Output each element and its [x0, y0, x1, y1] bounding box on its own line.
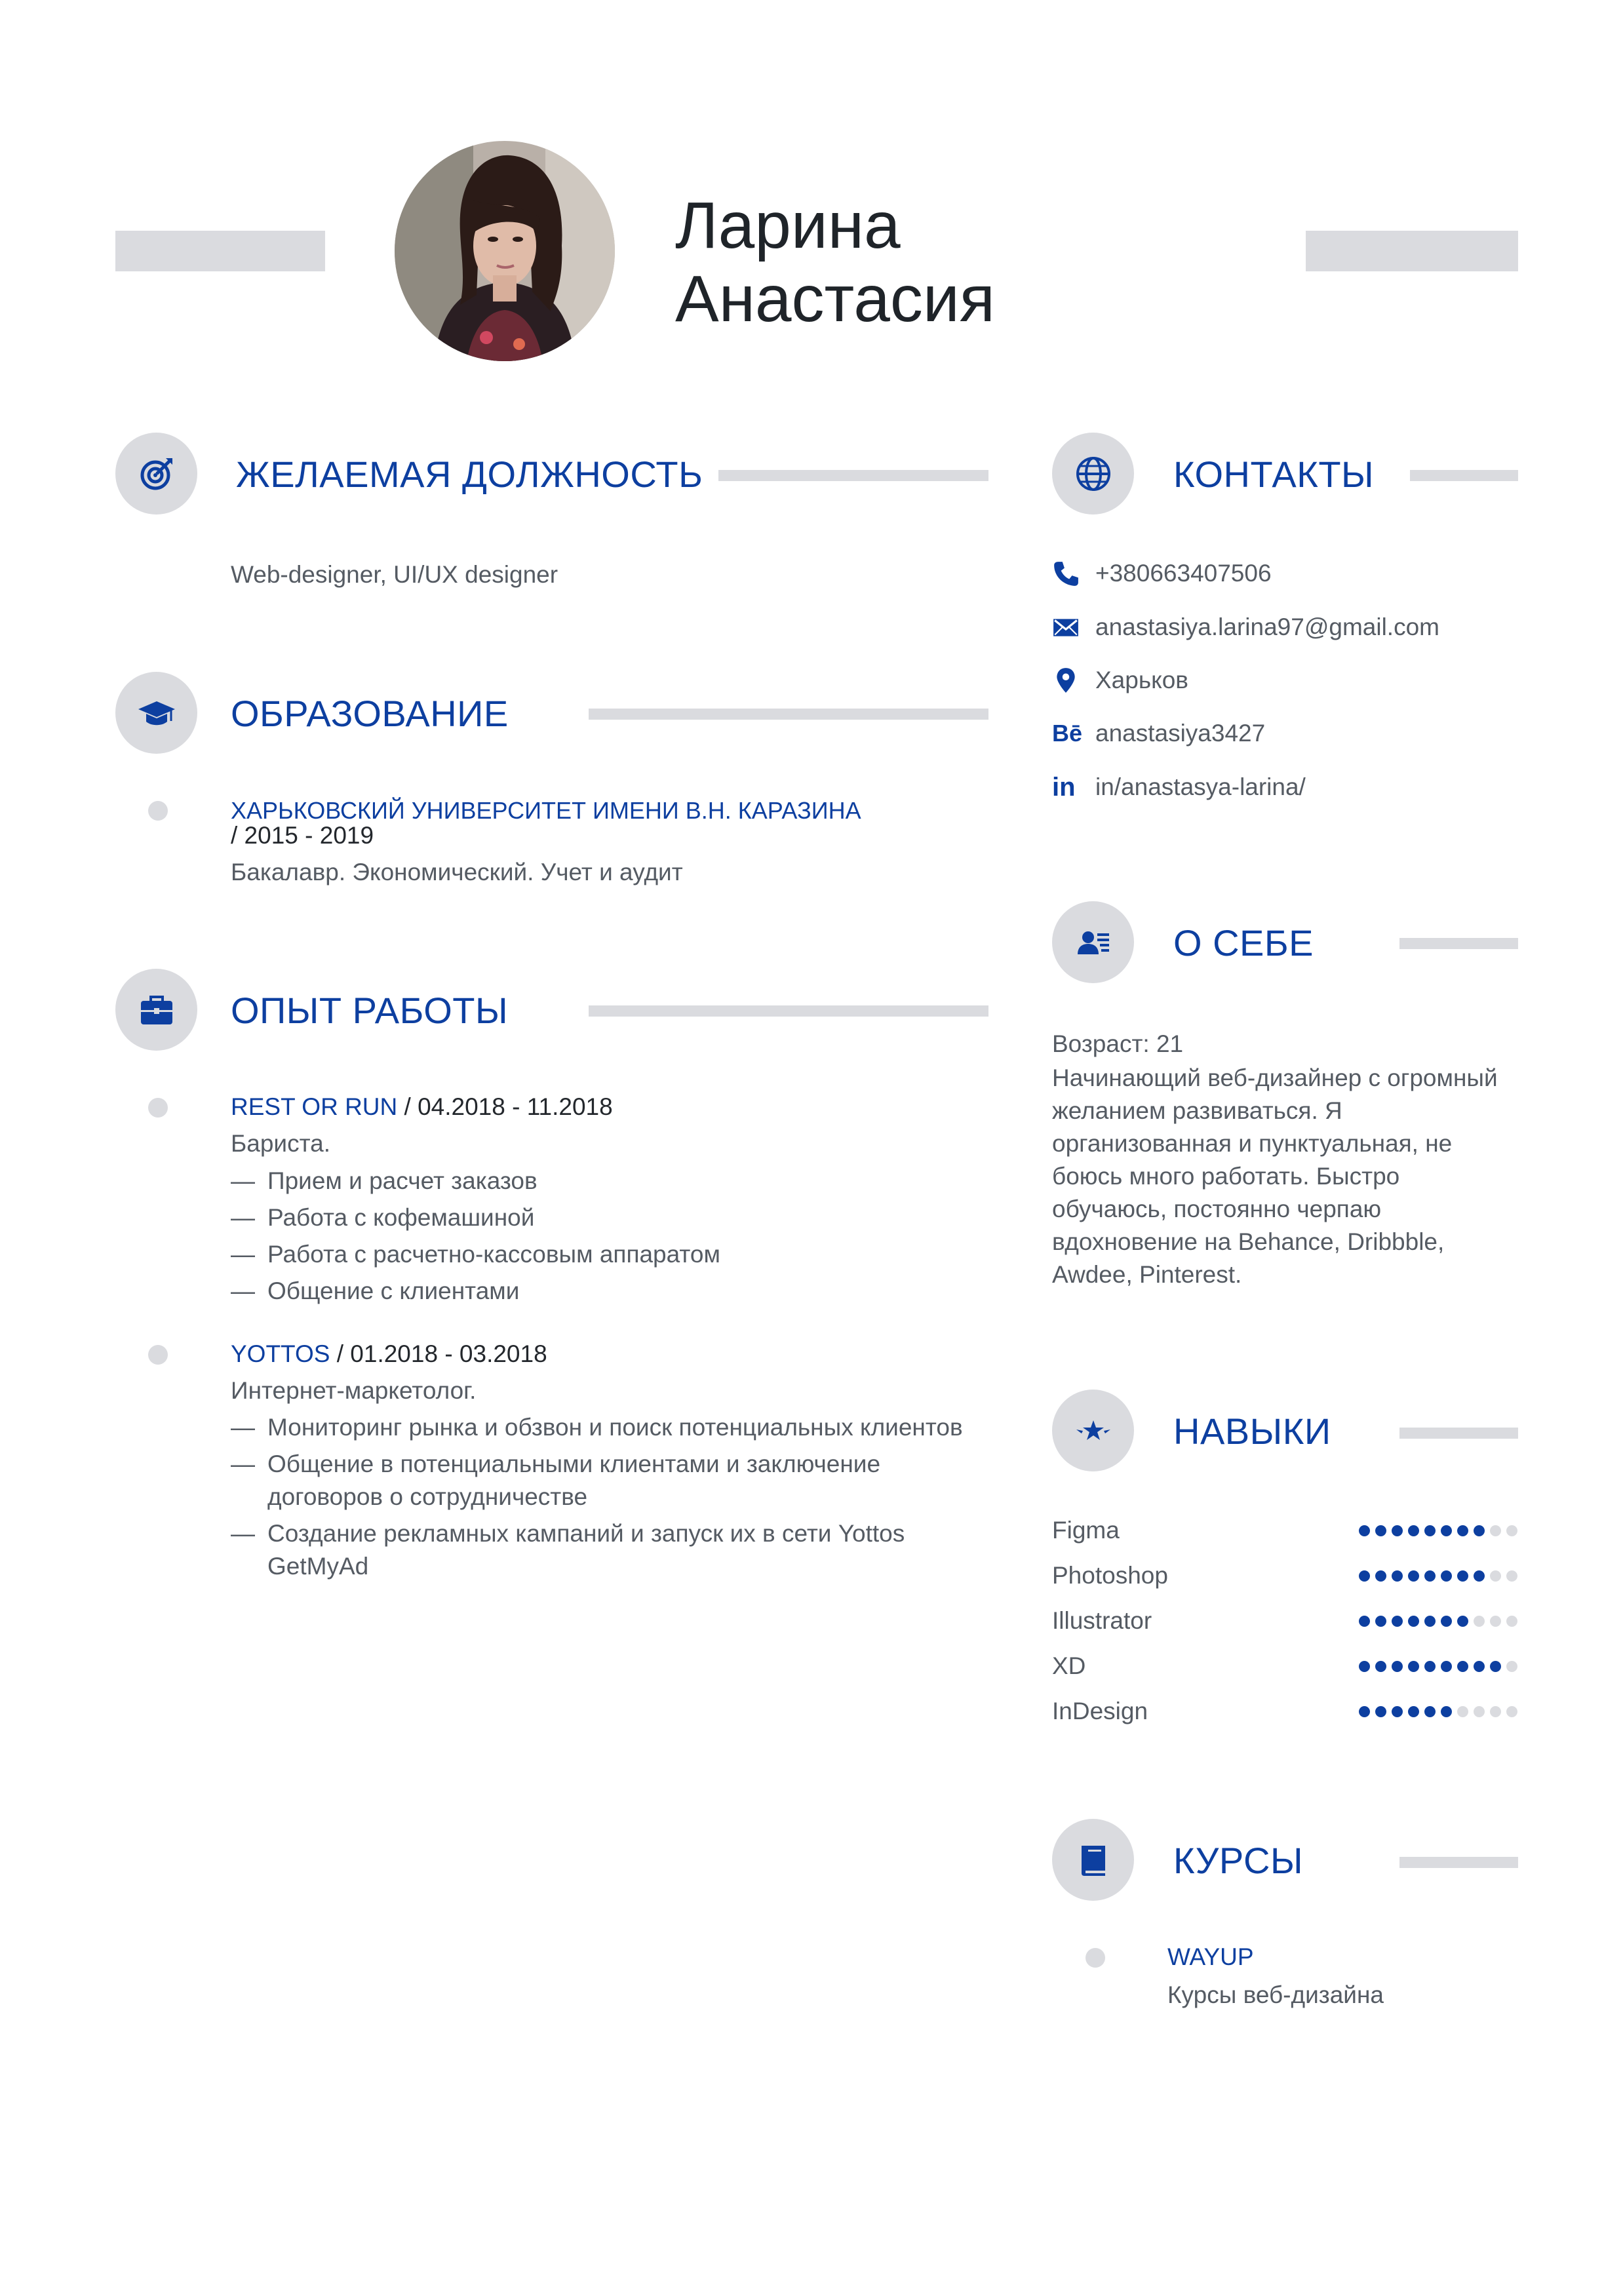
contact-linkedin[interactable]	[1052, 772, 1306, 802]
rating-dot-filled	[1408, 1706, 1419, 1717]
contact-phone[interactable]	[1052, 558, 1272, 589]
rating-dot-empty	[1506, 1616, 1517, 1627]
header-left-bar	[115, 231, 325, 271]
globe-icon	[1074, 454, 1113, 494]
dash-bullet: —	[231, 1167, 255, 1194]
rating-dot-filled	[1474, 1570, 1485, 1582]
skill-rating	[1359, 1525, 1517, 1536]
rating-dot-filled	[1474, 1525, 1485, 1536]
skill-row	[1052, 1650, 1517, 1683]
header-right-bar	[1306, 231, 1518, 271]
name-line-1: Ларина	[675, 189, 901, 262]
linkedin-icon: in	[1052, 772, 1076, 802]
rating-dot-empty	[1506, 1525, 1517, 1536]
email-text: anastasiya.larina97@gmail.com	[1095, 613, 1439, 640]
rating-dot-filled	[1392, 1616, 1403, 1627]
skills-icon-circle	[1052, 1390, 1134, 1471]
behance-icon: Bē	[1052, 720, 1083, 747]
duty-item	[231, 1411, 978, 1444]
rating-dot-empty	[1457, 1706, 1468, 1717]
about-icon-circle	[1052, 901, 1134, 983]
rating-dot-filled	[1441, 1706, 1452, 1717]
rating-dot-empty	[1474, 1616, 1485, 1627]
rating-dot-filled	[1375, 1616, 1386, 1627]
courses-title: КУРСЫ	[1173, 1840, 1304, 1881]
job-duties-list	[231, 1411, 978, 1587]
rating-dot-filled	[1359, 1570, 1370, 1582]
rating-dot-filled	[1375, 1706, 1386, 1717]
rating-dot-filled	[1457, 1616, 1468, 1627]
desired-position-rule	[718, 470, 988, 481]
rating-dot-filled	[1457, 1661, 1468, 1672]
contacts-rule	[1410, 470, 1518, 481]
education-institution: ХАРЬКОВСКИЙ УНИВЕРСИТЕТ ИМЕНИ В.Н. КАРАЗИНА	[231, 797, 861, 824]
job-company: YOTTOS	[231, 1340, 330, 1367]
skill-name: Figma	[1052, 1517, 1120, 1544]
city-text: Харьков	[1095, 667, 1188, 693]
dash-bullet: —	[231, 1520, 255, 1547]
rating-dot-filled	[1474, 1661, 1485, 1672]
rating-dot-filled	[1424, 1525, 1436, 1536]
linkedin-text: in/anastasya-larina/	[1095, 773, 1306, 800]
courses-rule	[1399, 1857, 1518, 1868]
duty-item	[231, 1275, 985, 1308]
contact-behance[interactable]	[1052, 718, 1265, 749]
duty-text: Работа с расчетно-кассовым аппаратом	[267, 1241, 720, 1268]
contacts-title: КОНТАКТЫ	[1173, 454, 1375, 495]
education-rule	[589, 709, 988, 720]
job-role: Интернет-маркетолог.	[231, 1377, 477, 1404]
duty-item	[231, 1201, 985, 1234]
skill-row	[1052, 1605, 1517, 1637]
map-pin-icon	[1052, 667, 1080, 694]
rating-dot-filled	[1457, 1570, 1468, 1582]
skill-row	[1052, 1695, 1517, 1728]
target-icon	[137, 454, 176, 494]
rating-dot-filled	[1392, 1661, 1403, 1672]
contact-email[interactable]	[1052, 612, 1439, 642]
skill-rating	[1359, 1570, 1517, 1582]
rating-dot-filled	[1490, 1661, 1501, 1672]
rating-dot-filled	[1359, 1661, 1370, 1672]
duty-text: Работа с кофемашиной	[267, 1204, 535, 1231]
rating-dot-filled	[1441, 1570, 1452, 1582]
duty-item	[231, 1517, 978, 1583]
skill-row	[1052, 1514, 1517, 1547]
rating-dot-empty	[1490, 1616, 1501, 1627]
education-period: / 2015 - 2019	[231, 822, 374, 849]
dash-bullet: —	[231, 1204, 255, 1231]
rating-dot-filled	[1424, 1570, 1436, 1582]
education-title: ОБРАЗОВАНИЕ	[231, 693, 509, 734]
rating-dot-empty	[1490, 1525, 1501, 1536]
job-header	[231, 1092, 613, 1122]
education-icon-circle	[115, 672, 197, 754]
rating-dot-empty	[1490, 1706, 1501, 1717]
course-dot	[1085, 1948, 1105, 1968]
rating-dot-empty	[1474, 1706, 1485, 1717]
duty-item	[231, 1448, 978, 1513]
skill-name: Photoshop	[1052, 1562, 1168, 1589]
rating-dot-empty	[1506, 1706, 1517, 1717]
skill-row	[1052, 1559, 1517, 1592]
skill-name: InDesign	[1052, 1698, 1148, 1724]
rating-dot-filled	[1375, 1570, 1386, 1582]
dash-bullet: —	[231, 1414, 255, 1441]
about-rule	[1399, 938, 1518, 949]
rating-dot-filled	[1408, 1525, 1419, 1536]
courses-icon-circle	[1052, 1819, 1134, 1901]
graduation-cap-icon	[137, 693, 176, 733]
skill-name: XD	[1052, 1652, 1086, 1679]
behance-text: anastasiya3427	[1095, 720, 1266, 747]
job-dot	[148, 1345, 168, 1365]
rating-dot-filled	[1441, 1525, 1452, 1536]
skill-rating	[1359, 1616, 1517, 1627]
avatar	[395, 141, 615, 361]
about-age: Возраст: 21	[1052, 1030, 1184, 1057]
duty-text: Прием и расчет заказов	[267, 1167, 538, 1194]
skill-name: Illustrator	[1052, 1607, 1152, 1634]
job-period: / 01.2018 - 03.2018	[330, 1340, 547, 1367]
education-details: Бакалавр. Экономический. Учет и аудит	[231, 859, 683, 885]
skill-rating	[1359, 1661, 1517, 1672]
rating-dot-filled	[1375, 1525, 1386, 1536]
experience-icon-circle	[115, 969, 197, 1051]
phone-icon	[1052, 560, 1080, 587]
rating-dot-filled	[1375, 1661, 1386, 1672]
course-name: Курсы веб-дизайна	[1167, 1981, 1384, 2008]
experience-title: ОПЫТ РАБОТЫ	[231, 990, 509, 1031]
desired-position-text: Web-designer, UI/UX designer	[231, 561, 558, 588]
about-text: Начинающий веб-дизайнер с огромный желанием развиваться. Я организованная и пунктуальная, не боюсь много работать. Быстро обучаюсь, постоянно черпаю вдохновение на Behance, Dribbble, Awdee, Pinterest.	[1052, 1064, 1498, 1288]
full-name	[675, 189, 995, 336]
rating-dot-filled	[1359, 1706, 1370, 1717]
education-item-dot	[148, 801, 168, 821]
envelope-icon	[1052, 613, 1080, 641]
about-title: О СЕБЕ	[1173, 922, 1314, 963]
experience-rule	[589, 1005, 988, 1017]
job-header	[231, 1339, 547, 1369]
job-duties-list	[231, 1165, 985, 1312]
course-school: WAYUP	[1167, 1943, 1254, 1970]
job-company: REST OR RUN	[231, 1093, 398, 1120]
rating-dot-empty	[1506, 1661, 1517, 1672]
name-line-2: Анастасия	[675, 262, 995, 336]
job-role: Бариста.	[231, 1130, 330, 1157]
desired-position-title: ЖЕЛАЕМАЯ ДОЛЖНОСТЬ	[236, 454, 703, 495]
profile-card-icon	[1074, 923, 1113, 962]
duty-item	[231, 1165, 985, 1197]
skills-rule	[1399, 1428, 1518, 1439]
duty-text: Общение с клиентами	[267, 1277, 520, 1304]
dash-bullet: —	[231, 1241, 255, 1268]
rating-dot-filled	[1457, 1525, 1468, 1536]
desired-position-icon-circle	[115, 433, 197, 515]
rating-dot-filled	[1424, 1706, 1436, 1717]
duty-item	[231, 1238, 985, 1271]
star-badge-icon	[1074, 1411, 1113, 1450]
duty-text: Общение в потенциальными клиентами и заключение договоров о сотрудничестве	[267, 1450, 881, 1510]
rating-dot-filled	[1392, 1570, 1403, 1582]
rating-dot-empty	[1506, 1570, 1517, 1582]
rating-dot-filled	[1424, 1616, 1436, 1627]
rating-dot-filled	[1408, 1570, 1419, 1582]
contacts-icon-circle	[1052, 433, 1134, 515]
rating-dot-filled	[1408, 1616, 1419, 1627]
rating-dot-filled	[1424, 1661, 1436, 1672]
phone-text: +380663407506	[1095, 560, 1272, 587]
skill-rating	[1359, 1706, 1517, 1717]
duty-text: Мониторинг рынка и обзвон и поиск потенциальных клиентов	[267, 1414, 963, 1441]
rating-dot-filled	[1392, 1706, 1403, 1717]
contact-city	[1052, 665, 1188, 695]
rating-dot-empty	[1490, 1570, 1501, 1582]
rating-dot-filled	[1441, 1661, 1452, 1672]
dash-bullet: —	[231, 1450, 255, 1477]
rating-dot-filled	[1359, 1525, 1370, 1536]
duty-text: Создание рекламных кампаний и запуск их в сети Yottos GetMyAd	[267, 1520, 905, 1580]
rating-dot-filled	[1359, 1616, 1370, 1627]
dash-bullet: —	[231, 1277, 255, 1304]
rating-dot-filled	[1408, 1661, 1419, 1672]
rating-dot-filled	[1441, 1616, 1452, 1627]
book-icon	[1074, 1840, 1113, 1880]
rating-dot-filled	[1392, 1525, 1403, 1536]
job-dot	[148, 1098, 168, 1118]
job-period: / 04.2018 - 11.2018	[397, 1093, 613, 1120]
briefcase-icon	[137, 990, 176, 1030]
skills-title: НАВЫКИ	[1173, 1411, 1331, 1452]
